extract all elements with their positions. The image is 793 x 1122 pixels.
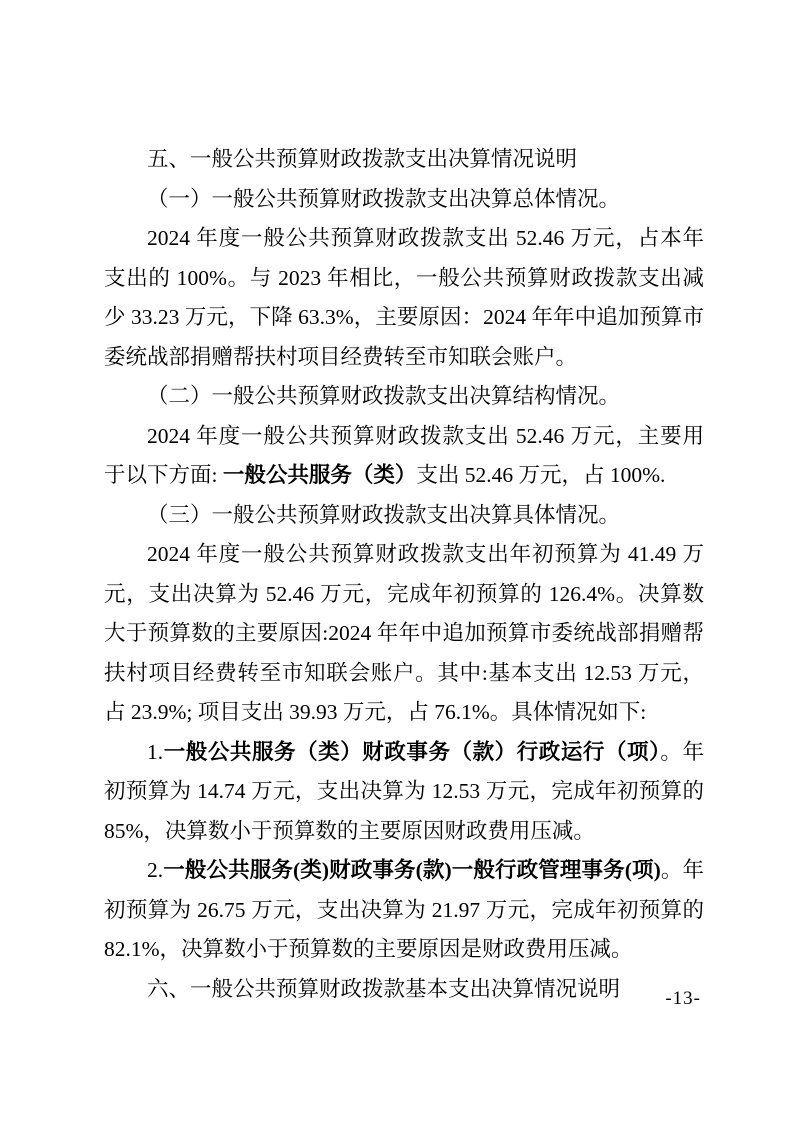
paragraph-item-1 <box>104 733 704 852</box>
text-run: 支出 52.46 万元，占 100%. <box>416 463 666 487</box>
text-run: 。年初预算为 14.74 万元，支出决算为 12.53 万元，完成年初预算的 85%，决算数小于预算数的主要原因财政费用压减。 <box>104 739 704 843</box>
bold-category-run: 一般公共服务(类)财政事务(款)一般行政管理事务(项) <box>163 858 661 882</box>
text-run: 。年初预算为 26.75 万元，支出决算为 21.97 万元，完成年初预算的 82.1%，决算数小于预算数的主要原因是财政费用压减。 <box>104 858 704 961</box>
bold-category-run: 一般公共服务（类） <box>222 463 417 487</box>
subsection-3-heading: （三）一般公共预算财政拨款支出决算具体情况。 <box>147 502 621 527</box>
item-number-run: 1. <box>147 739 164 764</box>
subsection-1-heading: （一）一般公共预算财政拨款支出决算总体情况。 <box>147 186 621 211</box>
text-run: 2024 年度一般公共预算财政拨款支出 52.46 万元，主要用于以下方面: <box>104 423 704 487</box>
paragraph-overall: 2024 年度一般公共预算财政拨款支出 52.46 万元，占本年支出的 100%。与 2023 年相比，一般公共预算财政拨款支出减少 33.23 万元，下降 63.3%，主要原因：2024 年年中追加预算市委统战部捐赠帮扶村项目经费转至市知联会账户。 <box>104 226 704 369</box>
paragraph-item-2 <box>104 851 704 970</box>
paragraph-detail: 2024 年度一般公共预算财政拨款支出年初预算为 41.49 万元，支出决算为 52.46 万元，完成年初预算的 126.4%。决算数大于预算数的主要原因:2024 年年中追加预算市委统战部捐赠帮扶村项目经费转至市知联会账户。其中:基本支出 12.53 万元，占 23.9%; 项目支出 39.93 万元，占 76.1%。具体情况如下: <box>104 542 704 724</box>
paragraph-structure <box>104 417 704 496</box>
section-6-heading: 六、一般公共预算财政拨款基本支出决算情况说明 <box>147 976 621 1001</box>
bold-category-run: 一般公共服务（类）财政事务（款）行政运行（项） <box>163 739 661 764</box>
document-content <box>104 140 704 1009</box>
page-number: -13- <box>665 988 701 1009</box>
subsection-2-heading: （二）一般公共预算财政拨款支出决算结构情况。 <box>147 384 621 408</box>
section-5-heading: 五、一般公共预算财政拨款支出决算情况说明 <box>147 147 578 171</box>
item-number-run: 2. <box>147 858 164 882</box>
